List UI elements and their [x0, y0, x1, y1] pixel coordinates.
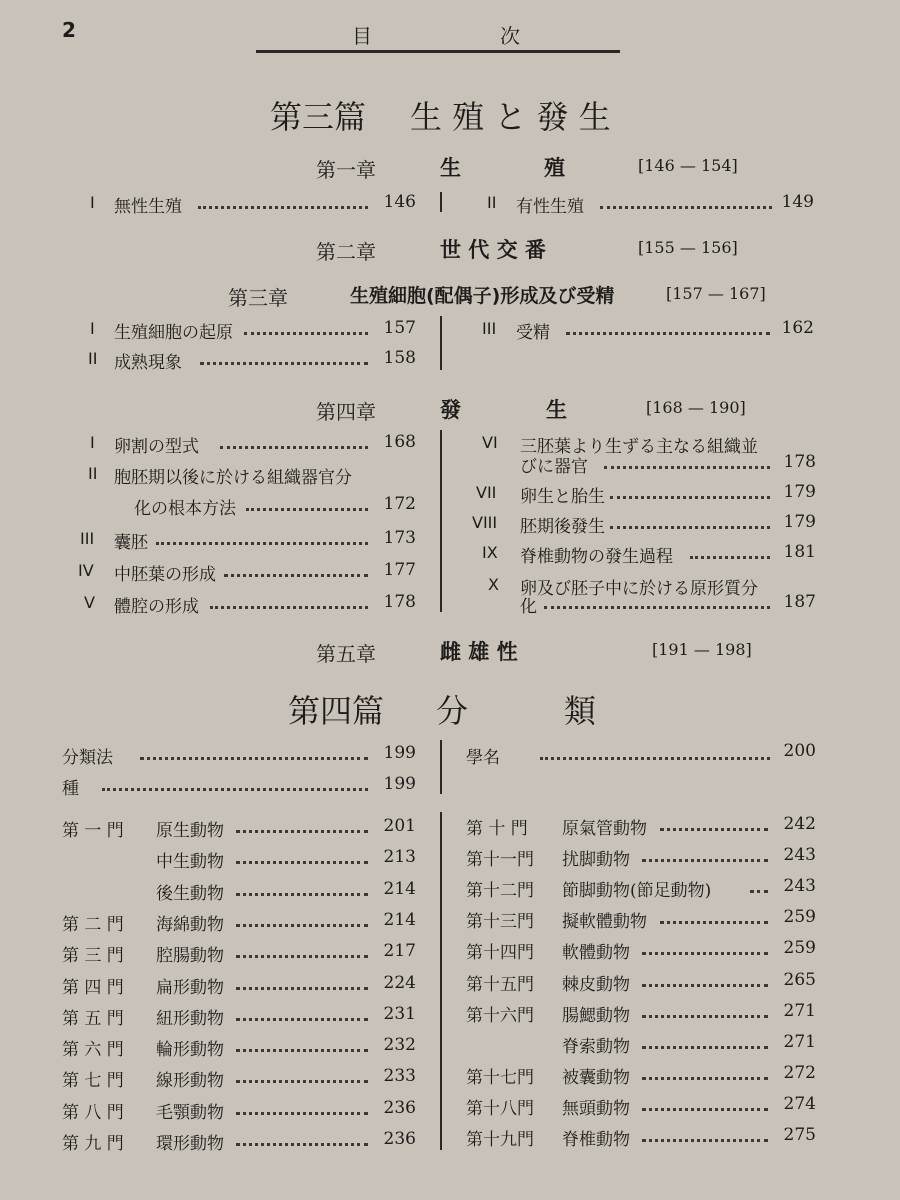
toc-page-number: 178 — [783, 452, 816, 472]
leader-dots — [540, 757, 770, 760]
column-divider — [440, 316, 442, 370]
ch4-title-b: 生 — [546, 398, 567, 422]
phylum-name: 扁形動物 — [156, 977, 224, 998]
toc-entry-text: 卵及び胚子中に於ける原形質分 — [520, 579, 758, 599]
leader-dots — [642, 952, 768, 955]
phylum-name: 節脚動物(節足動物) — [562, 881, 712, 902]
ch4-label: 第四章 — [316, 400, 376, 424]
phylum-number: 第十五門 — [466, 974, 534, 995]
phylum-name: 扰脚動物 — [562, 850, 630, 871]
toc-page-number: 146 — [383, 192, 416, 212]
toc-entry-text: 囊胚 — [114, 533, 148, 553]
phylum-number: 第 六 門 — [62, 1040, 124, 1061]
toc-page-number: 201 — [383, 816, 416, 836]
phylum-name: 環形動物 — [156, 1134, 224, 1154]
leader-dots — [600, 206, 772, 209]
column-divider — [440, 430, 442, 612]
leader-dots — [610, 526, 770, 529]
toc-entry-text: 有性生殖 — [516, 197, 584, 217]
toc-page-number: 275 — [783, 1125, 816, 1145]
leader-dots — [246, 508, 368, 511]
toc-page-number: 259 — [783, 938, 816, 959]
phylum-number: 第 九 門 — [62, 1134, 124, 1154]
part4-title-c: 類 — [564, 692, 597, 730]
leader-dots — [642, 859, 768, 862]
leader-dots — [566, 332, 770, 335]
toc-page-number: 232 — [383, 1035, 416, 1056]
toc-roman: IX — [482, 543, 498, 562]
leader-dots — [642, 1015, 768, 1018]
toc-page-number: 157 — [383, 318, 416, 338]
leader-dots — [236, 1049, 368, 1052]
toc-roman: IV — [78, 561, 94, 580]
leader-dots — [642, 1108, 768, 1111]
phylum-name: 原氣管動物 — [562, 819, 647, 839]
column-divider — [440, 812, 442, 1150]
phylum-name: 毛顎動物 — [156, 1102, 224, 1123]
leader-dots — [140, 757, 368, 760]
leader-dots — [220, 446, 368, 449]
leader-dots — [210, 606, 368, 609]
toc-page-number: 217 — [383, 941, 416, 962]
leader-dots — [236, 955, 368, 958]
phylum-number: 第 四 門 — [62, 977, 124, 998]
toc-roman: II — [88, 349, 98, 368]
toc-entry-text: 無性生殖 — [114, 197, 182, 217]
page-number: 2 — [62, 18, 76, 42]
part3-title-label: 第三篇 — [270, 98, 367, 136]
toc-entry-text: 卵割の型式 — [114, 437, 199, 457]
phylum-number: 第十七門 — [466, 1067, 534, 1088]
ch2-range: [155 — 156] — [638, 238, 738, 257]
phylum-number: 第十六門 — [466, 1005, 534, 1026]
toc-roman: I — [90, 433, 95, 452]
toc-page-number: 181 — [783, 542, 816, 562]
ch4-title-a: 發 — [440, 398, 461, 422]
phylum-name: 輪形動物 — [156, 1040, 224, 1061]
toc-page-number: 272 — [783, 1062, 816, 1083]
toc-entry-text: 分類法 — [62, 748, 113, 768]
toc-page-number: 242 — [783, 814, 816, 834]
phylum-number: 第 二 門 — [62, 914, 124, 935]
toc-page-number: 158 — [383, 348, 416, 368]
toc-page-number: 178 — [383, 592, 416, 612]
header-rule — [256, 50, 620, 53]
toc-entry-text: 脊椎動物の發生過程 — [520, 547, 673, 567]
toc-roman: III — [482, 319, 497, 338]
ch5-title: 雌 雄 性 — [440, 640, 518, 664]
toc-page-number: 162 — [781, 318, 814, 338]
phylum-number: 第十一門 — [466, 850, 534, 871]
leader-dots — [544, 606, 770, 609]
phylum-number: 第 五 門 — [62, 1008, 124, 1029]
toc-page-number: 179 — [783, 482, 816, 502]
toc-page-number: 271 — [783, 1000, 816, 1021]
leader-dots — [642, 1046, 768, 1049]
toc-roman: I — [90, 193, 95, 212]
leader-dots — [750, 890, 768, 893]
ch2-title: 世 代 交 番 — [440, 238, 546, 262]
phylum-name: 腔腸動物 — [156, 946, 224, 967]
toc-entry-text: 中胚葉の形成 — [114, 565, 216, 585]
toc-entry-text: 受精 — [516, 323, 550, 343]
toc-entry-text: 體腔の形成 — [114, 597, 199, 617]
toc-page-number: 236 — [383, 1097, 416, 1118]
toc-entry-text: 卵生と胎生 — [520, 487, 605, 507]
ch1-label: 第一章 — [316, 158, 376, 182]
leader-dots — [642, 984, 768, 987]
leader-dots — [236, 1018, 368, 1021]
phylum-name: 海綿動物 — [156, 914, 224, 935]
ch1-title-b: 殖 — [544, 156, 565, 180]
column-divider — [440, 192, 442, 212]
phylum-number: 第十四門 — [466, 943, 534, 964]
toc-page-number: 179 — [783, 512, 816, 532]
phylum-name: 線形動物 — [156, 1071, 224, 1092]
toc-page-number: 213 — [383, 847, 416, 868]
leader-dots — [236, 893, 368, 896]
phylum-number: 第 八 門 — [62, 1102, 124, 1123]
toc-page-number: 168 — [383, 432, 416, 452]
leader-dots — [660, 828, 768, 831]
toc-page-number: 199 — [383, 774, 416, 794]
leader-dots — [610, 496, 770, 499]
toc-roman: II — [88, 464, 98, 483]
part4-title-b: 分 — [436, 692, 469, 730]
ch3-title: 生殖細胞(配偶子)形成及び受精 — [350, 285, 615, 307]
column-divider — [440, 740, 442, 794]
toc-page-number: 200 — [783, 741, 816, 761]
toc-roman: I — [90, 319, 95, 338]
toc-page-number: 231 — [383, 1003, 416, 1024]
ch2-label: 第二章 — [316, 240, 376, 264]
leader-dots — [642, 1077, 768, 1080]
ch3-range: [157 — 167] — [666, 284, 766, 303]
phylum-number: 第十二門 — [466, 881, 534, 902]
leader-dots — [236, 924, 368, 927]
toc-roman: VIII — [472, 513, 498, 532]
toc-page-number: 265 — [783, 969, 816, 990]
phylum-name: 無頭動物 — [562, 1098, 630, 1119]
part4-title-label: 第四篇 — [288, 692, 385, 730]
phylum-name: 腸鰓動物 — [562, 1005, 630, 1026]
toc-roman: X — [488, 575, 499, 594]
phylum-name: 被囊動物 — [562, 1067, 630, 1088]
leader-dots — [660, 921, 768, 924]
phylum-name: 脊椎動物 — [562, 1130, 630, 1150]
phylum-name: 紐形動物 — [156, 1008, 224, 1029]
leader-dots — [224, 574, 368, 577]
toc-page-number: 271 — [783, 1031, 816, 1052]
leader-dots — [236, 861, 368, 864]
leader-dots — [102, 788, 368, 791]
part3-title-text: 生 殖 と 發 生 — [410, 98, 611, 136]
phylum-name: 棘皮動物 — [562, 974, 630, 995]
toc-entry-text-cont: 化の根本方法 — [134, 499, 236, 519]
toc-entry-text: 成熟現象 — [114, 353, 182, 373]
toc-roman: II — [487, 193, 497, 212]
toc-entry-text: 學名 — [466, 748, 500, 768]
phylum-name: 脊索動物 — [562, 1036, 630, 1057]
leader-dots — [236, 1080, 368, 1083]
ch4-range: [168 — 190] — [646, 398, 746, 417]
phylum-name: 擬軟體動物 — [562, 912, 647, 933]
ch5-range: [191 — 198] — [652, 640, 752, 659]
phylum-number: 第十三門 — [466, 912, 534, 933]
phylum-number: 第十九門 — [466, 1130, 534, 1150]
header-title-right: 次 — [500, 24, 520, 48]
toc-page-number: 224 — [383, 972, 416, 993]
toc-entry-text: 胞胚期以後に於ける組織器官分 — [114, 468, 352, 488]
leader-dots — [200, 362, 368, 365]
leader-dots — [156, 542, 368, 545]
phylum-number: 第十八門 — [466, 1098, 534, 1119]
ch1-title-a: 生 — [440, 156, 461, 180]
toc-roman: V — [84, 593, 95, 612]
toc-page-number: 173 — [383, 528, 416, 548]
phylum-name: 後生動物 — [156, 883, 224, 904]
toc-page-number: 214 — [383, 909, 416, 930]
toc-page-number: 199 — [383, 743, 416, 763]
leader-dots — [236, 1143, 368, 1146]
toc-page-number: 243 — [783, 845, 816, 866]
toc-entry-text: 三胚葉より生ずる主なる組織並 — [520, 437, 758, 457]
phylum-number: 第 一 門 — [62, 821, 124, 841]
leader-dots — [236, 987, 368, 990]
toc-entry-text: 生殖細胞の起原 — [114, 323, 233, 343]
toc-page-number: 233 — [383, 1066, 416, 1087]
leader-dots — [642, 1139, 768, 1142]
toc-entry-text: 種 — [62, 779, 79, 799]
phylum-name: 軟體動物 — [562, 943, 630, 964]
toc-page-number: 187 — [783, 592, 816, 612]
toc-entry-text: 胚期後發生 — [520, 517, 605, 537]
toc-page-number: 149 — [781, 192, 814, 212]
leader-dots — [244, 332, 368, 335]
ch3-label: 第三章 — [228, 286, 288, 310]
header-title-left: 目 — [352, 24, 372, 48]
toc-page-number: 236 — [383, 1129, 416, 1149]
leader-dots — [690, 556, 770, 559]
toc-page-number: 259 — [783, 907, 816, 928]
toc-roman: III — [80, 529, 95, 548]
toc-roman: VII — [476, 483, 497, 502]
toc-page-number: 274 — [783, 1093, 816, 1114]
leader-dots — [236, 1112, 368, 1115]
phylum-number: 第 七 門 — [62, 1071, 124, 1092]
toc-page-number: 177 — [383, 560, 416, 580]
toc-page-number: 243 — [783, 876, 816, 897]
phylum-name: 中生動物 — [156, 852, 224, 873]
phylum-number: 第 三 門 — [62, 946, 124, 967]
ch1-range: [146 — 154] — [638, 156, 738, 175]
toc-page-number: 172 — [383, 494, 416, 514]
leader-dots — [236, 830, 368, 833]
phylum-name: 原生動物 — [156, 821, 224, 841]
toc-page-number: 214 — [383, 878, 416, 899]
toc-entry-text-cont: 化 — [520, 597, 537, 617]
phylum-number: 第 十 門 — [466, 819, 528, 839]
leader-dots — [198, 206, 368, 209]
leader-dots — [604, 466, 770, 469]
toc-roman: VI — [482, 433, 498, 452]
toc-entry-text-cont: びに器官 — [520, 457, 588, 477]
ch5-label: 第五章 — [316, 642, 376, 666]
